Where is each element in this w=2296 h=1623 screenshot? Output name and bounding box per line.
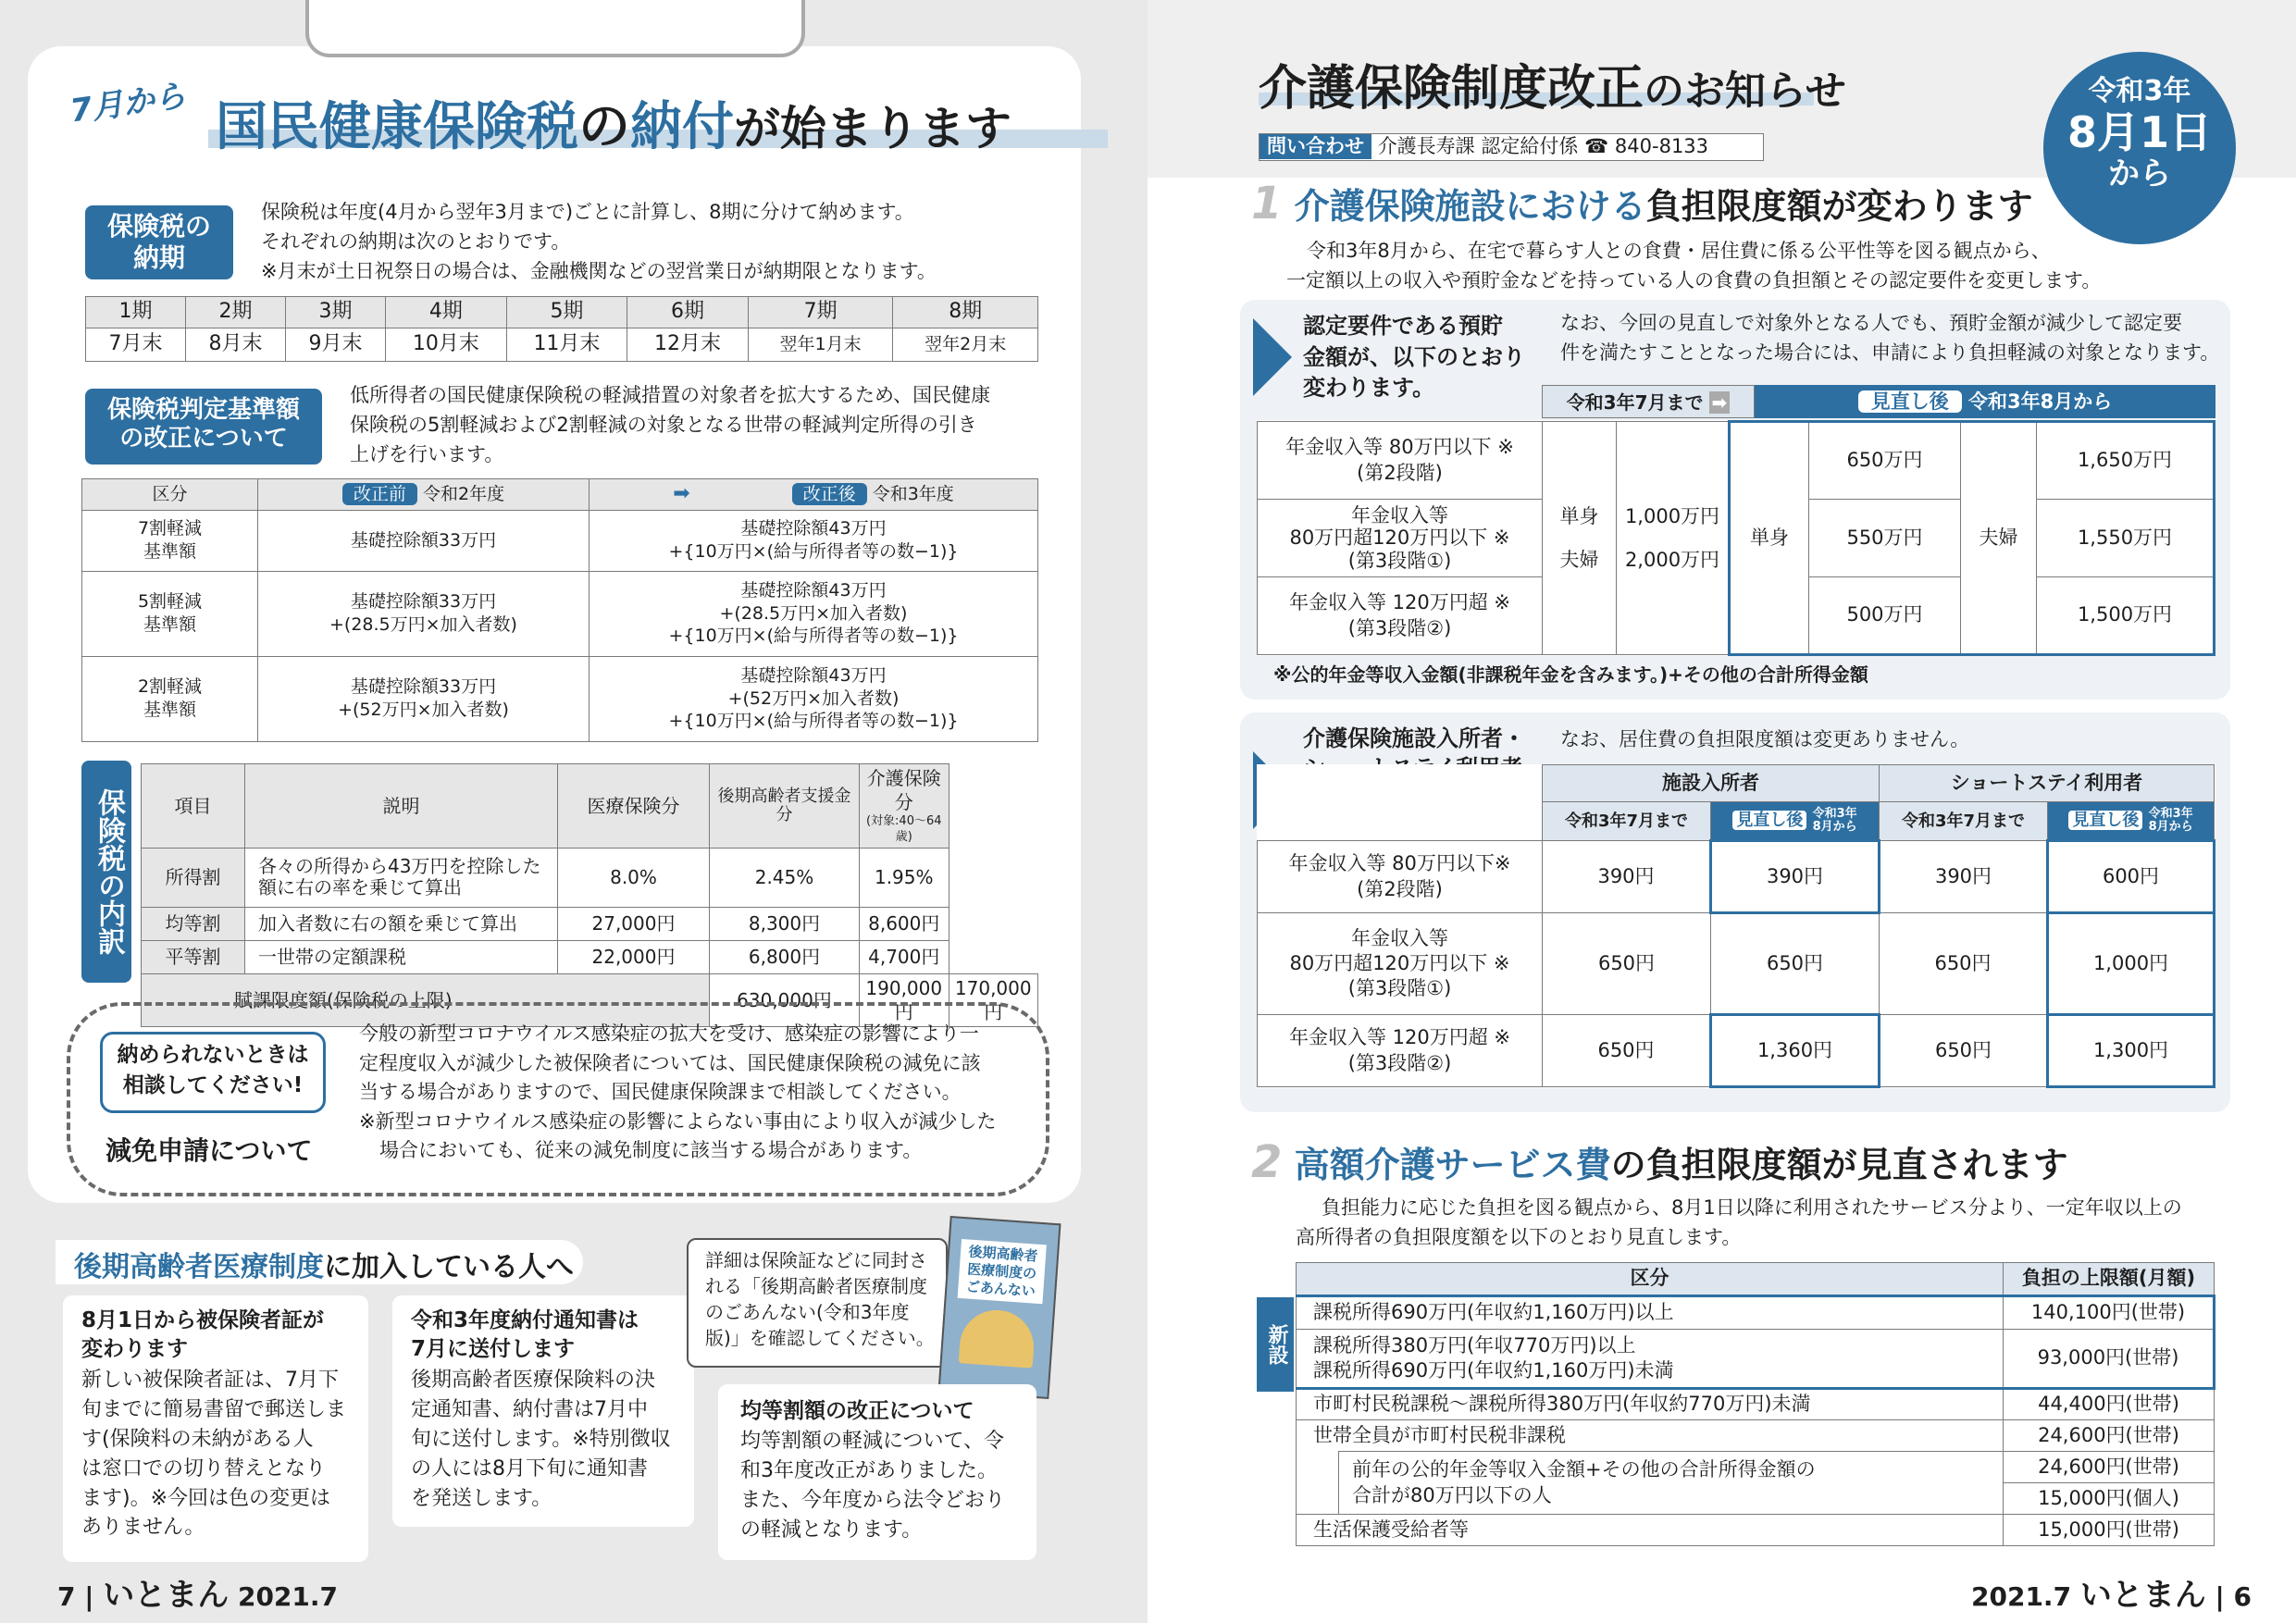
limit-row: 15,000円(個人) — [1297, 1483, 2215, 1515]
card2-title: 令和3年度納付通知書は 7月に送付します — [411, 1308, 639, 1362]
due-table — [85, 296, 1038, 362]
contact-bar: 問い合わせ 介護長寿課 認定給付係 ☎ 840-8133 — [1259, 133, 1764, 161]
consult-bubble: 納められないときは 相談してください! — [100, 1032, 326, 1113]
limit-row: 課税所得690万円(年収約1,160万円)以上 140,100円(世帯) — [1297, 1296, 2215, 1330]
savings-table: 年金収入等 80万円以下 ※ (第2段階) 単身 夫婦 1,000万円 2,000万円 単身 650万円 夫婦 1,650万円 年金収入等 80万円超120万円以下 ※ (第3段階①) 550万円 1,550万円 年金収入等 120万円超 ※ (第3段階②) 500万円 1,500万円 — [1257, 420, 2215, 656]
criteria-label: 保険税判定基準額の改正について — [85, 389, 322, 465]
meal-note: なお、居住費の負担限度額は変更ありません。 — [1560, 728, 1970, 750]
new-badge: 新設 — [1257, 1297, 1294, 1392]
left-footer: 7 | いとまん 2021.7 — [57, 1577, 339, 1614]
savings-head-before: 令和3年7月まで ➡ — [1542, 385, 1755, 418]
limit-row: 市町村民税課税〜課税所得380万円(年収約770万円)未満 44,400円(世帯) — [1297, 1389, 2215, 1420]
limit-row: 課税所得380万円(年収770万円)以上 課税所得690万円(年収約1,160万円)未満 93,000円(世帯) — [1297, 1330, 2215, 1389]
title-end: が始まります — [734, 102, 1011, 155]
criteria-row: 7割軽減 基準額 基礎控除額33万円 基礎控除額43万円 +{10万円×(給与所得者等の数−1)} — [82, 510, 1038, 571]
savings-footnote: ※公的年金等収入金額(非課税年金を含みます。)+その他の合計所得金額 — [1273, 663, 1868, 686]
criteria-row: 5割軽減 基準額 基礎控除額33万円 +(28.5万円×加入者数) 基礎控除額43万円 +(28.5万円×加入者数) +{10万円×(給与所得者等の数−1)} — [82, 571, 1038, 656]
meal-table: 施設入所者 ショートステイ利用者 令和3年7月まで 見直し後 令和3年 8月から 令和3年7月まで 見直し後 令和3年 8月から 年金収入等 80万円以下※ (第2段階) 390円 390円 390円 600円 年金収入等 80万円超120万円以下 ※ (第3段階①) 650円 650円 650円 1,000円 年金収入等 120万円超 ※ (第3段階②) 650円 1,360円 650円 1,300円 — [1257, 764, 2215, 1088]
consult-label: 減免申請について — [105, 1135, 313, 1166]
clipboard-clip — [305, 0, 805, 57]
savings-arrow-icon — [1253, 318, 1292, 396]
card1-title: 8月1日から被保険者証が 変わります — [81, 1308, 325, 1362]
footer-brand: いとまん — [103, 1577, 230, 1614]
meal-row: 年金収入等 80万円以下※ (第2段階) 390円 390円 390円 600円 — [1258, 841, 2215, 913]
card1-text: 新しい被保険者証は、7月下 旬までに簡易書留で郵送しま す(保険料の未納がある人 は窓口での切り替えとなり ます)。※今回は色の変更は ありません。 — [81, 1369, 347, 1540]
card2-text: 後期高齢者医療保険料の決 定通知書、納付書は7月中 旬に送付します。※特別徴収 の人には8月下旬に通知書 を発送します。 — [411, 1369, 671, 1510]
criteria-text: 低所得者の国民健康保険税の軽減措置の対象者を拡大するため、国民健康 保険税の5割軽減および2割軽減の対象となる世帯の軽減判定所得の引き 上げを行います。 — [350, 384, 991, 465]
meal-row: 年金収入等 80万円超120万円以下 ※ (第3段階①) 650円 650円 650円 1,000円 — [1258, 913, 2215, 1015]
section1-text: 令和3年8月から、在宅で暮らす人との食費・居住費に係る公平性等を図る観点から、 一定額以上の収入や預貯金などを持っている人の食費の負担額とその認定要件を変更します。 — [1286, 240, 2102, 291]
section2-title: 2 高額介護サービス費の負担限度額が見直されます — [1251, 1136, 2068, 1188]
card3-text: 詳細は保険証などに同封さ れる「後期高齢者医療制度 のごあんない(令和3年度 版)」を確認してください。 — [705, 1249, 935, 1349]
title-from: 7月から — [68, 77, 189, 130]
date-badge: 令和3年 8月1日 から — [2043, 52, 2236, 244]
savings-note: なお、今回の見直しで対象外となる人でも、預貯金額が減少して認定要 件を満たすこととなった場合には、申請により負担軽減の対象となります。 — [1560, 312, 2220, 364]
card4-text: 均等割額の軽減について、令 和3年度改正がありました。 また、今年度から法令どおり の軽減となります。 — [740, 1430, 1006, 1542]
breakdown-row: 平等割 一世帯の定額課税 22,000円 6,800円 4,700円 — [142, 940, 1038, 973]
breakdown-table: 項目 説明 医療保険分 後期高齢者支援金分 介護保険分 (対象:40〜64歳) 所得割 各々の所得から43万円を控除した額に右の率を乗じて算出 8.0% 2.45% 1.95% 均等割 加入者数に右の額を乗じて算出 27,000円 8,300円 8,600円 平等割 一世帯の定額課税 22,000円 6,800円 4,700円 賦課限度額(保険税の上限) 630,000円 190,000円 170,000円 — [141, 763, 1038, 1027]
left-title — [69, 72, 1050, 174]
limit-row: 前年の公的年金等収入金額+その他の合計所得金額の 合計が80万円以下の人 24,600円(世帯) — [1297, 1452, 2215, 1483]
right-footer: 2021.7 いとまん | 6 — [1971, 1577, 2253, 1614]
breakdown-limit-row: 賦課限度額(保険税の上限) 630,000円 190,000円 170,000円 — [142, 973, 1038, 1026]
pamphlet-image: 後期高齢者 医療制度の ごあんない — [938, 1216, 1061, 1399]
criteria-table: 区分 改正前 令和2年度 ➡ 改正後 令和3年度 7割軽減 基準額 基礎控除額33万円 基礎控除額43万円 +{10万円×(給与所得者等の数−1)} 5割軽減 基準額 基礎控除額33万円 +(28.5万円×加入者数) 基礎控除額43万円 +(28.5万円×加入者数) +{10万円×(給与所得者等の数−1)} 2割軽減 基準額 基礎控除額33万円 +(52万円×加入者数) 基礎控除額43万円 +(52万円×加入者数) +{10万円×(給与所得者等の数−1)} — [81, 478, 1038, 742]
card4-title: 均等割額の改正について — [740, 1399, 974, 1423]
consult-text: 今般の新型コロナウイルス感染症の拡大を受け、感染症の影響により一 定程度収入が減少した被保険者については、国民健康保険税の減免に該 当する場合がありますので、国民健康保険課まで相談してください。 ※新型コロナウイルス感染症の影響によらない事由により収入が減少した 場合においても、従来の減免制度に該当する場合があります。 — [359, 1022, 997, 1161]
criteria-arrow-icon: ➡ — [673, 482, 690, 505]
due-text: 保険税は年度(4月から翌年3月まで)ごとに計算し、8期に分けて納めます。 それぞれの納期は次のとおりです。 ※月末が土日祝祭日の場合は、金融機関などの翌営業日が納期限となります。 — [261, 201, 937, 282]
breakdown-label: 保険税の内訳 — [81, 761, 131, 983]
limit-row: 生活保護受給者等 15,000円(世帯) — [1297, 1515, 2215, 1546]
due-periods-row: 1期 2期 3期 4期 5期 6期 7期 8期 — [86, 297, 1038, 328]
due-label: 保険税の納期 — [85, 205, 233, 279]
breakdown-row: 所得割 各々の所得から43万円を控除した額に右の率を乗じて算出 8.0% 2.45% 1.95% — [142, 848, 1038, 907]
due-months-row: 7月末 8月末 9月末 10月末 11月末 12月末 翌年1月末 翌年2月末 — [86, 328, 1038, 361]
right-title: 介護保険制度改正のお知らせ — [1259, 61, 1846, 117]
savings-head-after: 見直し後 令和3年8月から — [1755, 385, 2215, 418]
limit-table: 区分 負担の上限額(月額) 課税所得690万円(年収約1,160万円)以上 140,100円(世帯) 課税所得380万円(年収770万円)以上 課税所得690万円(年収約1,160万円)未満 93,000円(世帯) 市町村民税課税〜課税所得380万円(年収約770万円)未満 44,400円(世帯) 世帯全員が市町村民税非課税 24,600円(世帯) 前年の公的年金等収入金額+その他の合計所得金額の 合計が80万円以下の人 24,600円(世帯) 15,000円(個人) 生活保護受給者等 15,000円(世帯) — [1296, 1262, 2215, 1546]
elderly-title: 後期高齢者医療制度に加入している人へ — [74, 1251, 574, 1283]
section1-title: 1 介護保険施設における負担限度額が変わります — [1251, 178, 2033, 229]
meal-label: 介護保険施設入所者・ — [1303, 725, 1525, 751]
breakdown-row: 均等割 加入者数に右の額を乗じて算出 27,000円 8,300円 8,600円 — [142, 907, 1038, 940]
footer-brand: いとまん — [2079, 1577, 2206, 1614]
section2-text: 負担能力に応じた負担を図る観点から、8月1日以降に利用されたサービス分より、一定年収以上の 高所得者の負担限度額を以下のとおり見直します。 — [1296, 1196, 2182, 1248]
savings-label: 認定要件である預貯 金額が、以下のとおり 変わります。 — [1303, 313, 1525, 402]
criteria-head-col1: 区分 — [82, 479, 258, 511]
title-no: の — [578, 97, 630, 157]
limit-row: 世帯全員が市町村民税非課税 24,600円(世帯) — [1297, 1420, 2215, 1452]
pamphlet-illustration — [959, 1307, 1036, 1368]
title-main1: 国民健康保険税 — [216, 97, 578, 157]
meal-row: 年金収入等 120万円超 ※ (第3段階②) 650円 1,360円 650円 1,300円 — [1258, 1015, 2215, 1087]
savings-head-arrow-icon: ➡ — [1709, 391, 1731, 414]
criteria-row: 2割軽減 基準額 基礎控除額33万円 +(52万円×加入者数) 基礎控除額43万円 +(52万円×加入者数) +{10万円×(給与所得者等の数−1)} — [82, 656, 1038, 741]
phone-icon: ☎ — [1584, 135, 1609, 157]
title-main2: 納付 — [630, 97, 734, 157]
